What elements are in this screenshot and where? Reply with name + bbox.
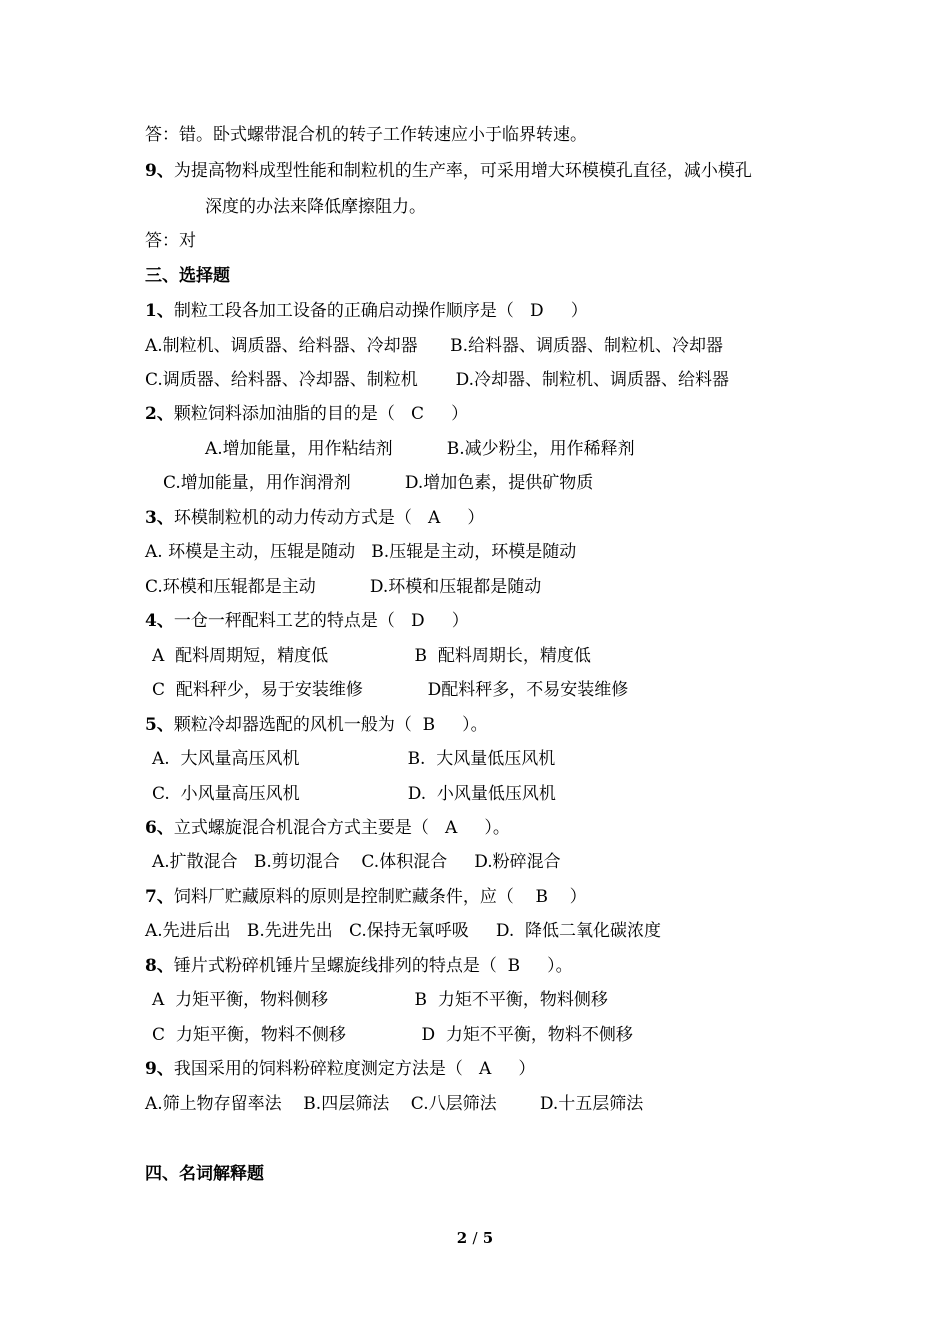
options-text: C. 小风量高压风机 D. 小风量低压风机 (152, 784, 556, 804)
options-text: C.调质器、给料器、冷却器、制粒机 D.冷却器、制粒机、调质器、给料器 (145, 370, 730, 390)
options-text: A.增加能量，用作粘结剂 B.减少粉尘，用作稀释剂 (205, 439, 635, 459)
options-line (152, 748, 555, 770)
section-heading-terms (145, 1163, 264, 1185)
question-text: 我国采用的饲料粉碎粒度测定方法是（ A ） (173, 1059, 536, 1079)
question-number: 7、 (145, 887, 174, 907)
options-text: A. 大风量高压风机 B. 大风量低压风机 (152, 749, 556, 769)
options-line (152, 851, 561, 873)
question-text: 饲料厂贮藏原料的原则是控制贮藏条件，应（ B ） (173, 887, 587, 907)
options-line (152, 645, 591, 667)
answer-line (145, 124, 587, 146)
question-number: 9、 (145, 161, 174, 181)
options-text: C.增加能量，用作润滑剂 D.增加色素，提供矿物质 (163, 473, 594, 493)
options-line (152, 679, 628, 701)
question-text: 一仓一秤配料工艺的特点是（ D ） (173, 611, 469, 631)
question-text: 环模制粒机的动力传动方式是（ A ） (173, 508, 485, 528)
question-text: 制粒工段各加工设备的正确启动操作顺序是（ D ） (173, 301, 588, 321)
question-number: 5、 (145, 715, 174, 735)
answer-text: 答：错。卧式螺带混合机的转子工作转速应小于临界转速。 (145, 125, 587, 145)
question-9-line (145, 160, 752, 182)
section-title: 四、名词解释题 (145, 1164, 264, 1184)
question-number: 4、 (145, 611, 174, 631)
options-text: A.先进后出 B.先进先出 C.保持无氧呼吸 D. 降低二氧化碳浓度 (145, 921, 662, 941)
options-line (145, 920, 661, 942)
options-line (163, 472, 593, 494)
question-number: 3、 (145, 508, 174, 528)
options-line (145, 576, 541, 598)
choice-question-2 (145, 403, 468, 425)
choice-question-1 (145, 300, 588, 322)
question-number: 6、 (145, 818, 174, 838)
options-text: A.制粒机、调质器、给料器、冷却器 B.给料器、调质器、制粒机、冷却器 (145, 336, 723, 356)
options-text: A 力矩平衡，物料侧移 B 力矩不平衡，物料侧移 (152, 990, 608, 1010)
options-text: C 力矩平衡，物料不侧移 D 力矩不平衡，物料不侧移 (152, 1025, 633, 1045)
section-heading-choice (145, 265, 230, 287)
options-text: A.扩散混合 B.剪切混合 C.体积混合 D.粉碎混合 (152, 852, 561, 872)
answer-text: 答：对 (145, 231, 196, 251)
question-number: 8、 (145, 956, 174, 976)
question-text: 锤片式粉碎机锤片呈螺旋线排列的特点是（ B ）。 (173, 956, 573, 976)
choice-question-8 (145, 955, 573, 977)
options-line (145, 369, 729, 391)
choice-question-5 (145, 714, 488, 736)
options-line (145, 1093, 643, 1115)
page-separator: / (472, 1229, 478, 1247)
options-line (205, 438, 635, 460)
question-text: 颗粒饲料添加油脂的目的是（ C ） (173, 404, 469, 424)
question-text: 颗粒冷却器选配的风机一般为（ B ）。 (173, 715, 488, 735)
question-text: 立式螺旋混合机混合方式主要是（ A ）。 (173, 818, 510, 838)
options-line (145, 335, 723, 357)
answer-line (145, 230, 196, 252)
question-9-continuation (205, 196, 426, 218)
options-text: C 配料秤少，易于安装维修 D配料秤多，不易安装维修 (152, 680, 629, 700)
options-text: A 配料周期短，精度低 B 配料周期长，精度低 (152, 646, 591, 666)
question-number: 9、 (145, 1059, 174, 1079)
choice-question-3 (145, 507, 484, 529)
page-total: 5 (482, 1229, 494, 1247)
options-text: A.筛上物存留率法 B.四层筛法 C.八层筛法 D.十五层筛法 (145, 1094, 644, 1114)
question-text: 深度的办法来降低摩擦阻力。 (205, 197, 426, 217)
question-number: 1、 (145, 301, 174, 321)
choice-question-7 (145, 886, 587, 908)
options-line (152, 989, 608, 1011)
options-line (152, 783, 556, 805)
question-number: 2、 (145, 404, 174, 424)
page-number (0, 1228, 950, 1248)
choice-question-4 (145, 610, 469, 632)
choice-question-9 (145, 1058, 535, 1080)
options-text: C.环模和压辊都是主动 D.环模和压辊都是随动 (145, 577, 542, 597)
question-text: 为提高物料成型性能和制粒机的生产率，可采用增大环模模孔直径，减小模孔 (173, 161, 752, 181)
section-title: 三、选择题 (145, 266, 230, 286)
options-line (145, 541, 576, 563)
options-line (152, 1024, 633, 1046)
options-text: A. 环模是主动，压辊是随动 B.压辊是主动，环模是随动 (145, 542, 577, 562)
choice-question-6 (145, 817, 510, 839)
page-current: 2 (456, 1229, 468, 1247)
